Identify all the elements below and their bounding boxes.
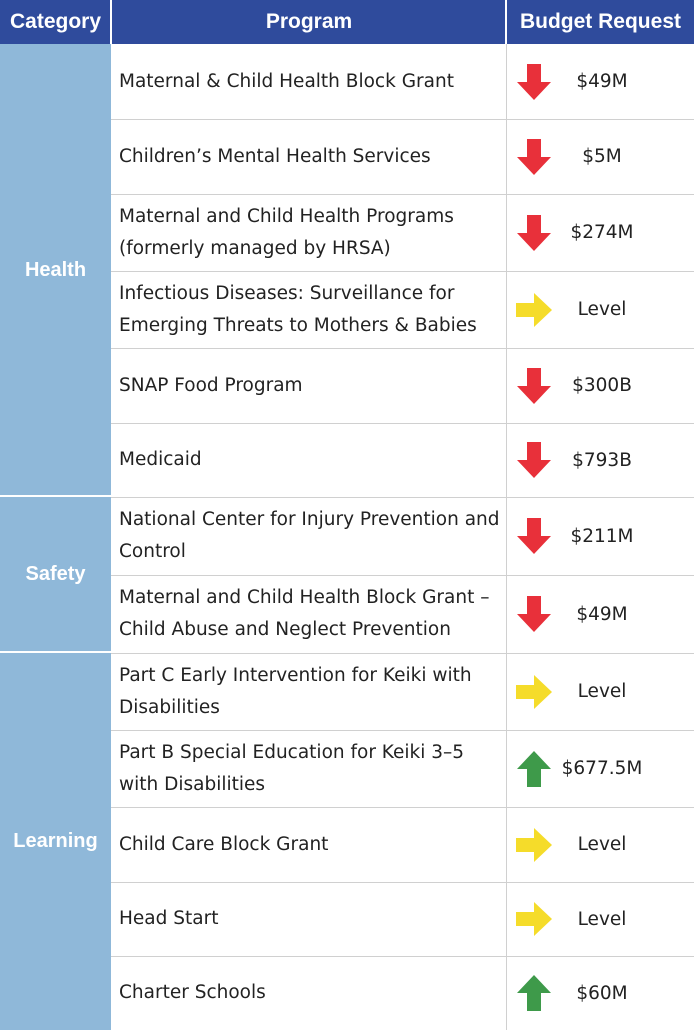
arrow-down-icon: [514, 62, 554, 102]
row-divider: [111, 575, 694, 576]
header-category: Category: [9, 10, 102, 33]
program-name: Child Care Block Grant: [119, 833, 329, 855]
row-divider: [111, 119, 694, 120]
program-name: Part B Special Education for Keiki 3–5 with Disabilities: [119, 741, 465, 795]
budget-value: $211M: [570, 525, 634, 547]
arrow-right-icon: [514, 290, 554, 330]
row-divider: [111, 730, 694, 731]
header-budget: Budget Request: [519, 10, 681, 33]
row-divider: [111, 653, 694, 654]
budget-value: $5M: [582, 146, 622, 167]
budget-value: $49M: [576, 603, 628, 625]
budget-value: $274M: [570, 222, 634, 243]
row-divider: [111, 194, 694, 195]
arrow-right-icon: [514, 672, 554, 712]
budget-value: $793B: [572, 449, 632, 471]
arrow-down-icon: [514, 516, 554, 556]
arrow-down-icon: [514, 137, 554, 177]
category-health: Health: [0, 44, 111, 496]
row-divider: [111, 807, 694, 808]
row-divider: [111, 956, 694, 957]
budget-value: $677.5M: [561, 758, 643, 779]
arrow-up-icon: [514, 749, 554, 789]
budget-value: Level: [577, 834, 627, 855]
category-learning: Learning: [0, 653, 111, 1030]
arrow-up-icon: [514, 973, 554, 1013]
row-divider: [111, 423, 694, 424]
header-program: Program: [265, 10, 353, 33]
program-name: Children’s Mental Health Services: [119, 145, 431, 167]
program-name: Maternal & Child Health Block Grant: [119, 70, 454, 92]
program-name: Infectious Diseases: Surveillance for Emerging Threats to Mothers & Babies: [119, 282, 477, 336]
row-divider: [111, 271, 694, 272]
program-name: Medicaid: [119, 449, 202, 470]
program-name: Maternal and Child Health Block Grant – Child Abuse and Neglect Prevention: [119, 587, 490, 640]
program-name: Part C Early Intervention for Keiki with Disabilities: [119, 664, 472, 718]
row-divider: [111, 348, 694, 349]
program-name: SNAP Food Program: [119, 374, 303, 396]
budget-value: Level: [577, 908, 627, 930]
arrow-down-icon: [514, 366, 554, 406]
budget-value: $49M: [576, 71, 628, 92]
row-divider: [111, 497, 694, 498]
budget-value: $300B: [572, 375, 632, 396]
budget-value: Level: [577, 299, 627, 320]
arrow-right-icon: [514, 899, 554, 939]
budget-value: $60M: [576, 982, 628, 1004]
arrow-down-icon: [514, 213, 554, 253]
program-name: National Center for Injury Prevention and Control: [119, 509, 500, 562]
arrow-down-icon: [514, 594, 554, 634]
program-name: Maternal and Child Health Programs (formerly managed by HRSA): [119, 205, 454, 259]
budget-value: Level: [577, 681, 627, 702]
table-header: [0, 0, 694, 44]
program-name: Charter Schools: [119, 982, 266, 1003]
program-name: Head Start: [119, 908, 219, 929]
arrow-right-icon: [514, 825, 554, 865]
category-safety: Safety: [0, 497, 111, 651]
row-divider: [111, 882, 694, 883]
arrow-down-icon: [514, 440, 554, 480]
